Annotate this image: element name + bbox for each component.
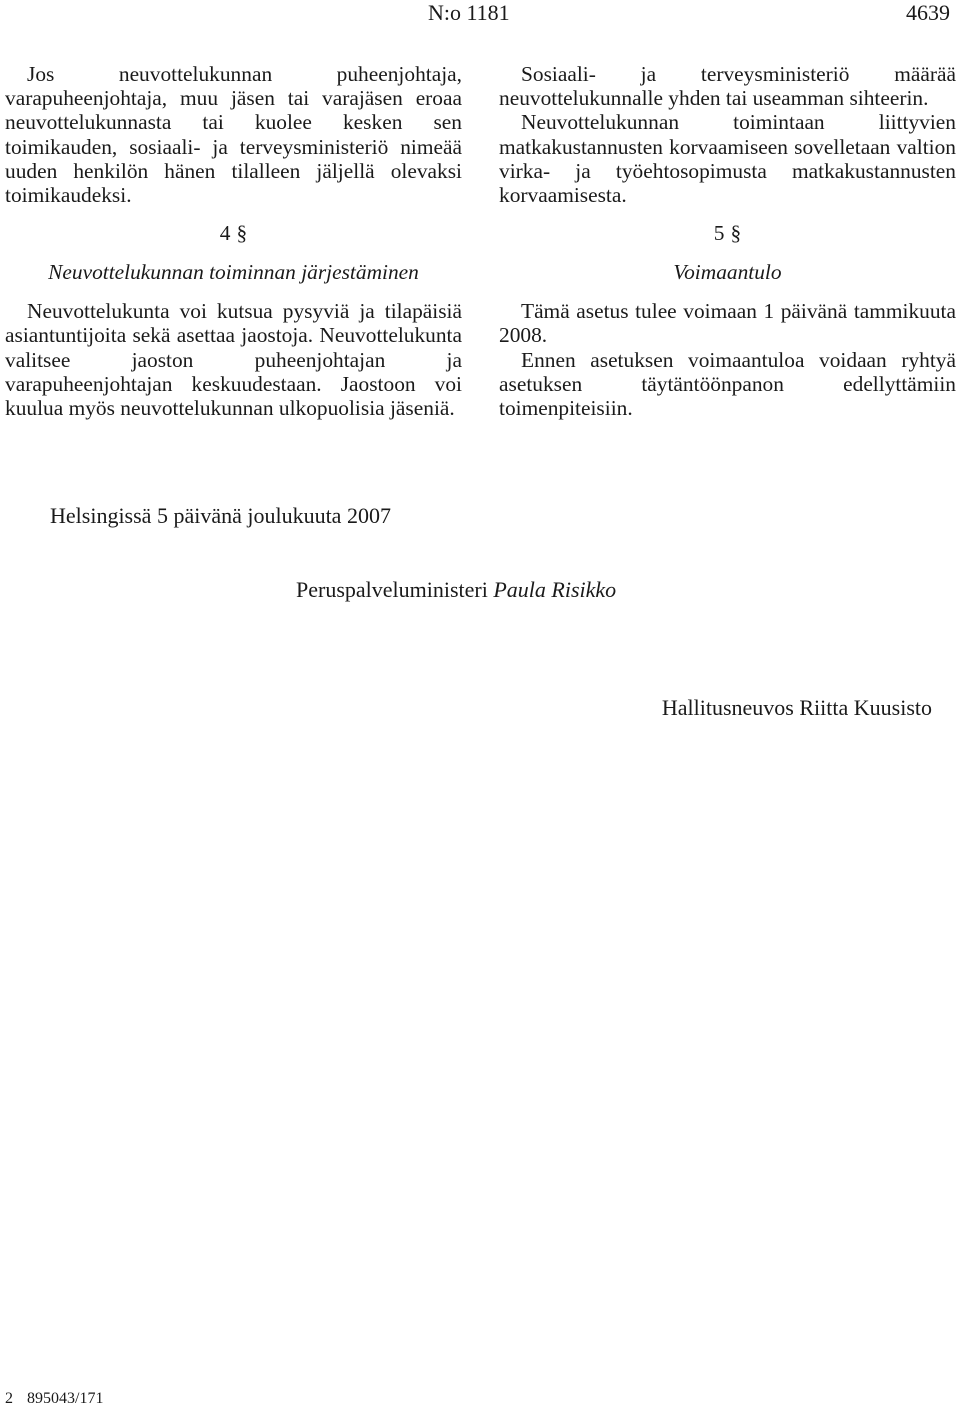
section-heading: Voimaantulo (673, 260, 782, 285)
paragraph: Ennen asetuksen voimaantuloa voidaan ryhtyä asetuksen täytäntöönpanon edellyttämiin toimenpiteisiin. (499, 347, 956, 421)
section-number-value: 4 (219, 221, 231, 246)
paragraph: Neuvottelukunta voi kutsua pysyviä ja tilapäisiä asiantuntijoita sekä asettaa jaostoja. Neuvottelukunta valitsee jaoston puheenjohtajan ja varapuheenjohtajan keskuudestaan. Jaostoon voi kuulua myös neuvottelukunnan ulkopuolisia jäseniä. (5, 299, 462, 421)
footer-code: 895043/171 (27, 1390, 104, 1407)
paragraph: Jos neuvottelukunnan puheenjohtaja, varapuheenjohtaja, muu jäsen tai varajäsen eroaa neuvottelukunnasta tai kuolee kesken sen toimikauden, sosiaali- ja terveysministeriö nimeää uuden henkilön hänen tilalleen jäljellä olevaksi toimikaudeksi. (5, 62, 462, 208)
section-sign: § (236, 221, 248, 246)
place-and-date: Helsingissä 5 päivänä joulukuuta 2007 (50, 503, 391, 528)
paragraph: Sosiaali- ja terveysministeriö määrää neuvottelukunnalle yhden tai useamman sihteerin. (499, 62, 956, 111)
left-column (5, 62, 462, 420)
page-number: 4639 (906, 0, 950, 25)
minister-title: Peruspalveluministeri (296, 577, 488, 602)
footer (5, 1390, 103, 1408)
section-heading: Neuvottelukunnan toiminnan järjestäminen (48, 260, 419, 285)
counsellor-signature: Hallitusneuvos Riitta Kuusisto (661, 695, 932, 720)
paragraph: Neuvottelukunnan toimintaan liittyvien matkakustannusten korvaamiseen sovelletaan valtion virka- ja työehtosopimusta matkakustannusten korvaamisesta. (499, 110, 956, 208)
minister-signature (296, 577, 616, 603)
section-sign: § (730, 221, 742, 246)
paragraph: Tämä asetus tulee voimaan 1 päivänä tammikuuta 2008. (499, 299, 956, 348)
footer-sheet: 2 (5, 1390, 13, 1407)
section-number-value: 5 (713, 221, 725, 246)
statute-number: N:o 1181 (428, 0, 510, 25)
minister-name: Paula Risikko (493, 577, 617, 602)
section-number (5, 221, 462, 245)
right-column (499, 62, 956, 420)
section-number (499, 221, 956, 245)
